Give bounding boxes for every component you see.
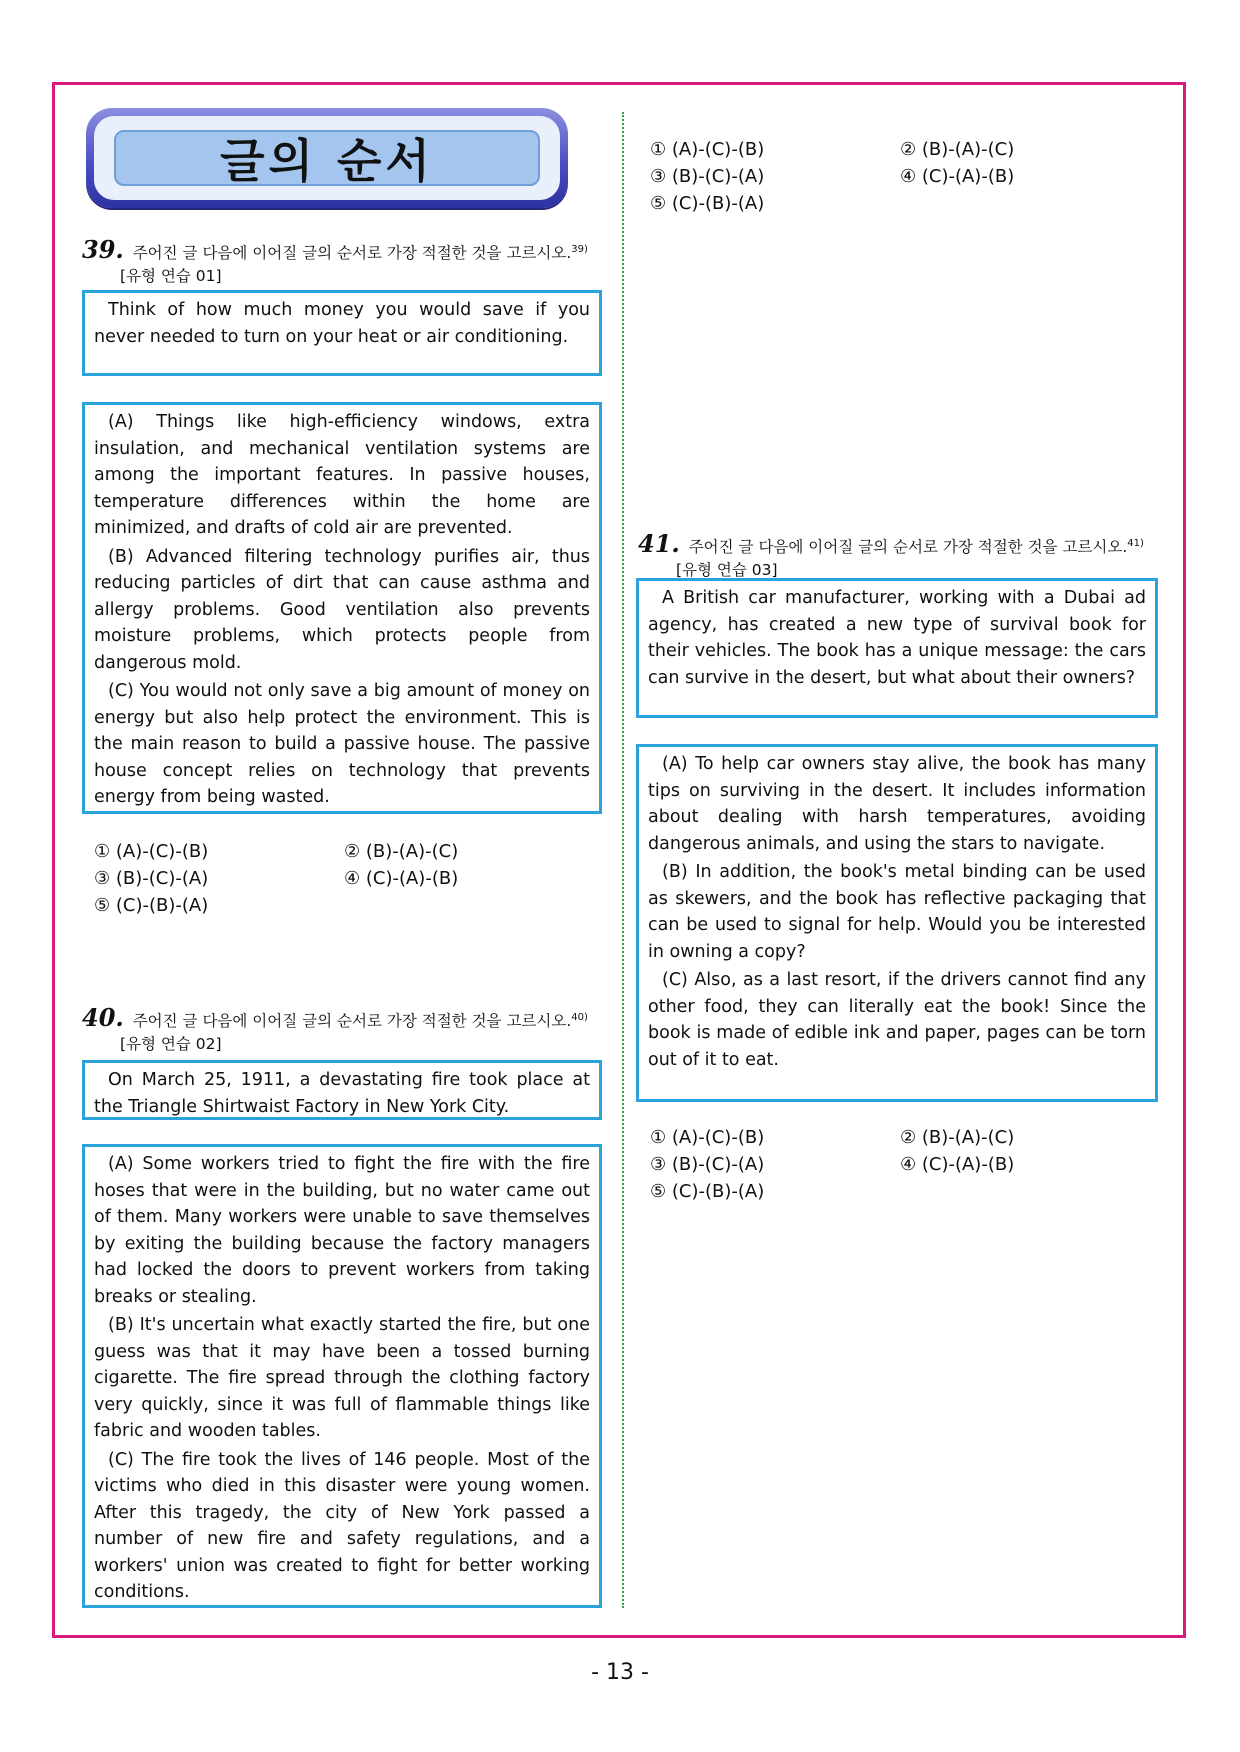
choice[interactable]: ③ (B)-(C)-(A) — [650, 1154, 765, 1175]
footnote-ref: 40) — [571, 1012, 588, 1023]
choice[interactable]: ① (A)-(C)-(B) — [650, 1127, 765, 1148]
question-prompt: 주어진 글 다음에 이어질 글의 순서로 가장 적절한 것을 고르시오. — [688, 538, 1128, 557]
question-tag: [유형 연습 03] — [676, 561, 778, 580]
question-41-header — [638, 529, 1178, 582]
choices-41 — [650, 1124, 1150, 1205]
choice[interactable]: ① (A)-(C)-(B) — [94, 841, 209, 862]
passages-39 — [82, 402, 602, 814]
choice[interactable]: ② (B)-(A)-(C) — [900, 1127, 1015, 1148]
choice[interactable]: ② (B)-(A)-(C) — [900, 139, 1015, 160]
question-39-header — [82, 235, 612, 288]
choice[interactable]: ⑤ (C)-(B)-(A) — [650, 193, 765, 214]
choice[interactable]: ⑤ (C)-(B)-(A) — [650, 1181, 765, 1202]
page-number: - 13 - — [591, 1660, 649, 1685]
passage-c: (C) You would not only save a big amount of money on energy but also help protect the environment. This is the main reason to build a passive house. The passive house concept relies on technology that prevents energy from being wasted. — [94, 681, 590, 807]
choice[interactable]: ④ (C)-(A)-(B) — [344, 868, 459, 889]
choice[interactable]: ② (B)-(A)-(C) — [344, 841, 459, 862]
given-text: Think of how much money you would save if you never needed to turn on your heat or air conditioning. — [94, 300, 590, 347]
question-number: 41. — [638, 529, 680, 559]
given-text: A British car manufacturer, working with a Dubai ad agency, has created a new type of survival book for their vehicles. The book has a unique message: the cars can survive in the desert, but what about their owners? — [648, 588, 1146, 688]
passage-c: (C) Also, as a last resort, if the drivers cannot find any other food, they can literally eat the book! Since the book is made of edible ink and paper, pages can be torn out of it to eat. — [648, 970, 1146, 1070]
choice[interactable]: ③ (B)-(C)-(A) — [94, 868, 209, 889]
passage-b: (B) Advanced filtering technology purifies air, thus reducing particles of dirt that can cause asthma and allergy problems. Good ventilation also prevents moisture problems, which protects people from dangerous mold. — [94, 546, 590, 673]
passage-a: (A) Some workers tried to fight the fire with the fire hoses that were in the building, but no water came out of them. Many workers were unable to save themselves by exiting the building because the factory managers had locked the doors to prevent workers from taking breaks or stealing. — [94, 1154, 590, 1307]
passage-b: (B) In addition, the book's metal binding can be used as skewers, and the book has reflective packaging that can be used to signal for help. Would you be interested in owning a copy? — [648, 862, 1146, 962]
question-prompt: 주어진 글 다음에 이어질 글의 순서로 가장 적절한 것을 고르시오. — [132, 1012, 572, 1031]
passages-41 — [636, 744, 1158, 1102]
given-passage-39 — [82, 290, 602, 376]
passage-a: (A) To help car owners stay alive, the book has many tips on surviving in the desert. It includes information about dealing with harsh temperatures, avoiding dangerous animals, and using the stars to navigate. — [648, 754, 1146, 854]
section-title-badge — [86, 108, 568, 208]
choice[interactable]: ⑤ (C)-(B)-(A) — [94, 895, 209, 916]
question-number: 39. — [82, 235, 124, 265]
choices-39 — [94, 838, 594, 919]
choices-prev — [650, 136, 1150, 217]
given-passage-40 — [82, 1060, 602, 1120]
passage-b: (B) It's uncertain what exactly started the fire, but one guess was that it may have been a tossed burning cigarette. The fire spread through the clothing factory very quickly, since it was full of flammable things like fabric and wooden tables. — [94, 1315, 590, 1441]
passages-40 — [82, 1144, 602, 1608]
column-divider — [622, 112, 624, 1608]
question-tag: [유형 연습 01] — [120, 267, 222, 286]
passage-a: (A) Things like high-efficiency windows, extra insulation, and mechanical ventilation systems are among the important features. In passive houses, temperature differences within the home are minimized, and drafts of cold air are prevented. — [94, 412, 590, 538]
footnote-ref: 39) — [571, 244, 588, 255]
given-text: On March 25, 1911, a devastating fire took place at the Triangle Shirtwaist Factory in New York City. — [94, 1070, 590, 1117]
section-title: 글의 순서 — [220, 134, 434, 188]
given-passage-41 — [636, 578, 1158, 718]
question-40-header — [82, 1003, 612, 1056]
passage-c: (C) The fire took the lives of 146 people. Most of the victims who died in this disaster were young women. After this tragedy, the city of New York passed a number of new fire and safety regulations, and a workers' union was created to fight for better working conditions. — [94, 1449, 590, 1602]
choice[interactable]: ④ (C)-(A)-(B) — [900, 166, 1015, 187]
choice[interactable]: ① (A)-(C)-(B) — [650, 139, 765, 160]
choice[interactable]: ③ (B)-(C)-(A) — [650, 166, 765, 187]
question-number: 40. — [82, 1003, 124, 1033]
question-tag: [유형 연습 02] — [120, 1035, 222, 1054]
choice[interactable]: ④ (C)-(A)-(B) — [900, 1154, 1015, 1175]
question-prompt: 주어진 글 다음에 이어질 글의 순서로 가장 적절한 것을 고르시오. — [132, 244, 572, 263]
footnote-ref: 41) — [1127, 538, 1144, 549]
